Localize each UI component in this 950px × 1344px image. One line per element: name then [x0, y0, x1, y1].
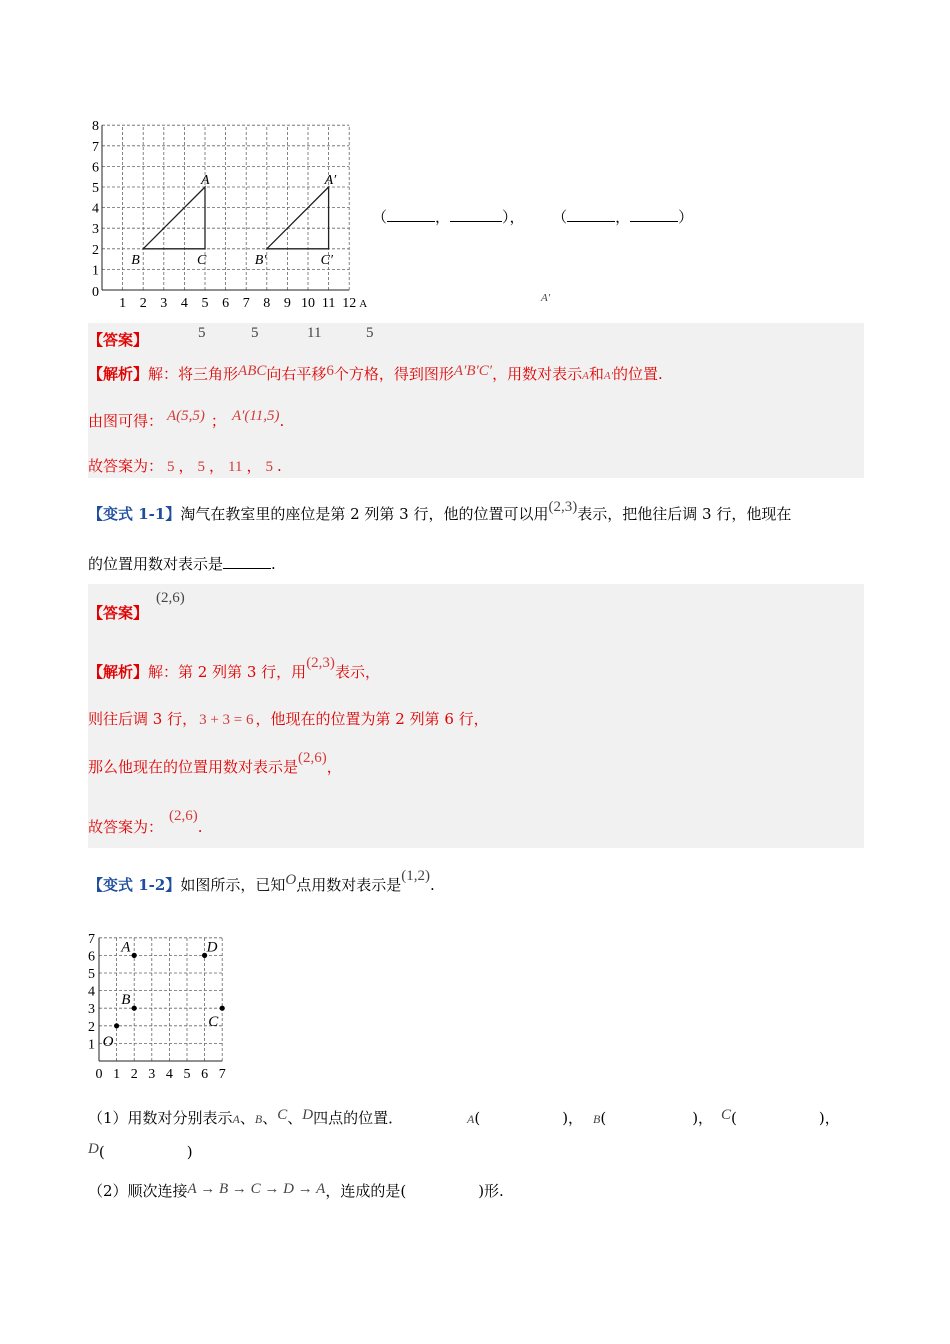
text: 表示，把他往后调 3 行，他现在 [577, 505, 792, 523]
text: 四点的位置． [313, 1109, 404, 1127]
sub-question-2 [88, 1180, 504, 1201]
x-tick-label: 11 [321, 296, 336, 311]
x-tick-label: 7 [218, 1067, 226, 1082]
point-label-d: D [206, 939, 218, 956]
blank-a2-x[interactable] [567, 221, 615, 222]
math: 3 + 3 = 6 [199, 712, 254, 728]
math-path: A → B → C → D → A [187, 1181, 326, 1197]
paren: ) [186, 1143, 193, 1161]
point-a-answer [467, 1107, 583, 1128]
x-tick-label: 10 [301, 296, 315, 311]
x-tick-label: 4 [180, 296, 188, 311]
text: . [271, 555, 276, 573]
val: 5 [197, 459, 206, 475]
text: ； [210, 412, 226, 430]
text: ，连成的是( [325, 1182, 407, 1200]
answer-tag: 【答案】 [88, 331, 149, 349]
math-a-prime-coord: A′(11,5) [231, 408, 280, 424]
y-tick-label: 0 [92, 285, 99, 300]
math: (2,6) [169, 808, 198, 824]
variant-1-2-question [88, 868, 435, 895]
label-c: C [721, 1107, 732, 1123]
x-tick-label: 2 [139, 296, 147, 311]
math-o: O [285, 872, 297, 888]
y-tick-label: 5 [88, 967, 95, 982]
math-b: B [254, 1112, 263, 1126]
label-a: A [467, 1112, 475, 1126]
text: 故答案为： [88, 818, 164, 836]
label-b: B [593, 1112, 601, 1126]
x-tick-label: 12 [342, 296, 357, 311]
comma-2: ， [615, 208, 631, 226]
x-tick-label: 1 [113, 1067, 121, 1082]
x-tick-label: 6 [222, 296, 230, 311]
y-tick-label: 7 [92, 139, 99, 155]
answer-tag: 【答案】 [88, 604, 149, 622]
val: 11 [228, 459, 243, 475]
x-tick-label: 6 [201, 1067, 209, 1082]
y-tick-label: 1 [92, 263, 99, 279]
x-tick-label: 1 [119, 296, 127, 311]
point-c-answer [721, 1107, 840, 1128]
point-b [132, 1006, 137, 1011]
paren: )， [692, 1109, 714, 1127]
triangle [267, 187, 329, 249]
x-tick-label: 0 [95, 1067, 103, 1082]
math-a: A [582, 370, 589, 382]
point-b-answer [593, 1107, 713, 1128]
text: . [279, 412, 285, 430]
comma: ， [435, 208, 451, 226]
translation-answer-blanks [372, 206, 693, 227]
text: ， [326, 758, 342, 776]
x-tick-label: 3 [148, 1067, 156, 1082]
x-tick-label: 9 [283, 296, 291, 311]
variant-1-1-question [88, 499, 792, 524]
text: 个方格，得到图形 [333, 365, 454, 383]
text: （2）顺次连接 [88, 1182, 188, 1200]
analysis-line-2 [88, 410, 284, 431]
answer-blank[interactable] [223, 568, 271, 569]
paren: ( [98, 1143, 105, 1161]
text: 淘气在教室里的座位是第 2 列第 3 行，他的位置可以用 [180, 505, 549, 523]
text: 那么他现在的位置用数对表示是 [88, 758, 299, 776]
coordinate-grid-1 [82, 112, 382, 312]
text: . [197, 818, 203, 836]
text: 如图所示，已知 [180, 876, 286, 894]
math-d: D [302, 1107, 314, 1123]
text: 由图可得： [88, 412, 164, 430]
text: 、 [239, 1109, 255, 1127]
text: （1）用数对分别表示 [88, 1109, 233, 1127]
label-d: D [88, 1141, 99, 1157]
variant-1-1-question-line-2 [88, 553, 276, 574]
blank-a-x[interactable] [387, 221, 435, 222]
paren-open: （ [372, 208, 388, 226]
vertex-label: A′ [324, 173, 337, 188]
x-tick-label: 5 [201, 296, 209, 311]
text: 点用数对表示是 [296, 876, 402, 894]
math-a: A [232, 1112, 240, 1126]
analysis-tag: 【解析】 [88, 663, 149, 681]
point-label-o: O [102, 1033, 114, 1050]
point-a [132, 953, 137, 958]
x-tick-label: 7 [242, 296, 250, 311]
answer-value-2: 5 [251, 325, 259, 341]
y-tick-label: 5 [92, 181, 99, 196]
paren-close: ）， [502, 208, 525, 226]
paren: )， [818, 1109, 840, 1127]
text: ， [246, 457, 262, 475]
analysis-tag: 【解析】 [88, 365, 149, 383]
math: (2,6) [298, 750, 327, 766]
text: 和 [588, 365, 604, 383]
math-1-2: (1,2) [401, 868, 430, 884]
answer-value-1: 5 [198, 325, 206, 341]
x-tick-label: 2 [130, 1067, 138, 1082]
text: ，他现在的位置为第 2 列第 6 行， [255, 710, 489, 728]
point-label-b: B [121, 992, 131, 1009]
paren-close-2: ） [678, 208, 694, 226]
text: 表示， [334, 663, 380, 681]
point-o [114, 1023, 119, 1028]
vertex-label: B′ [254, 252, 267, 268]
answer-value: (2,6) [156, 590, 185, 606]
triangle [143, 187, 205, 249]
x-tick-label: 5 [183, 1067, 191, 1082]
vertex-label: C′ [320, 252, 334, 268]
vertex-label: A [201, 173, 210, 188]
analysis-line-2 [88, 708, 489, 729]
variant-tag: 【变式 1-1】 [88, 505, 181, 523]
text: 向右平移 [266, 365, 327, 383]
y-tick-label: 2 [92, 242, 99, 258]
x-tick-label: 4 [165, 1067, 173, 1082]
x-tick-label: 8 [263, 296, 271, 311]
text: . [277, 457, 282, 475]
paren: ( [600, 1109, 607, 1127]
grid-labels [92, 119, 367, 311]
stray-label-a-prime: A′ [541, 292, 551, 304]
math-abc-prime: A′B′C′ [453, 363, 493, 379]
y-tick-label: 8 [92, 119, 99, 135]
math-c: C [277, 1107, 288, 1123]
answer-box-2 [88, 584, 864, 848]
answer-value-4: 5 [366, 325, 374, 341]
analysis-line-4 [88, 808, 203, 837]
paren: ( [474, 1109, 481, 1127]
y-tick-label: 6 [88, 949, 95, 965]
math-a-prime: A′ [603, 370, 613, 382]
point-label-a: A [121, 939, 131, 956]
text: 解：将三角形 [148, 365, 239, 383]
y-tick-label: 3 [88, 1002, 95, 1018]
axis-end-label: A [359, 298, 368, 310]
text: 则往后调 3 行， [88, 710, 198, 728]
val: 5 [265, 459, 274, 475]
blank-a-y[interactable] [450, 221, 502, 222]
math-abc: ABC [238, 363, 267, 379]
y-tick-label: 3 [92, 222, 99, 238]
y-tick-label: 1 [88, 1037, 95, 1053]
y-tick-label: 7 [88, 931, 95, 947]
sub-question-1 [88, 1107, 403, 1128]
y-tick-label: 4 [92, 201, 99, 217]
x-tick-label: 3 [160, 296, 168, 311]
paren: )， [562, 1109, 584, 1127]
paren-open-2: （ [552, 208, 568, 226]
math: (2,3) [306, 655, 335, 671]
text: 的位置用数对表示是 [88, 555, 224, 573]
analysis-line-3 [88, 455, 282, 476]
val: 5 [167, 459, 175, 475]
math-a-coord: A(5,5) [167, 408, 205, 424]
text: ，用数对表示 [492, 365, 583, 383]
text: 故答案为： [88, 457, 164, 475]
analysis-line-1 [88, 363, 663, 384]
paren: ( [731, 1109, 737, 1127]
math-2-3: (2,3) [548, 499, 578, 515]
text: ， [209, 457, 225, 475]
text: ， [178, 457, 194, 475]
point-c [220, 1006, 225, 1011]
y-tick-label: 4 [88, 984, 95, 1000]
text: . [429, 876, 435, 894]
vertex-label: B [131, 252, 140, 268]
text: )形. [478, 1182, 504, 1200]
point-label-c: C [208, 1014, 219, 1031]
triangles [143, 187, 328, 249]
math-6: 6 [326, 363, 334, 379]
answer-box-1 [88, 323, 864, 478]
analysis-line-1 [88, 655, 380, 682]
text: 、 [262, 1109, 278, 1127]
vertex-label: C [197, 252, 207, 268]
variant-tag: 【变式 1-2】 [88, 876, 181, 894]
answer-value-3: 11 [307, 325, 322, 341]
text: 、 [287, 1109, 303, 1127]
text: 的位置. [613, 365, 663, 383]
coordinate-grid-2 [82, 926, 242, 1086]
text: 解：第 2 列第 3 行，用 [148, 663, 307, 681]
blank-a2-y[interactable] [630, 221, 678, 222]
point-d-answer [88, 1143, 193, 1162]
analysis-line-3 [88, 750, 342, 777]
y-tick-label: 2 [88, 1019, 95, 1035]
y-tick-label: 6 [92, 160, 99, 176]
